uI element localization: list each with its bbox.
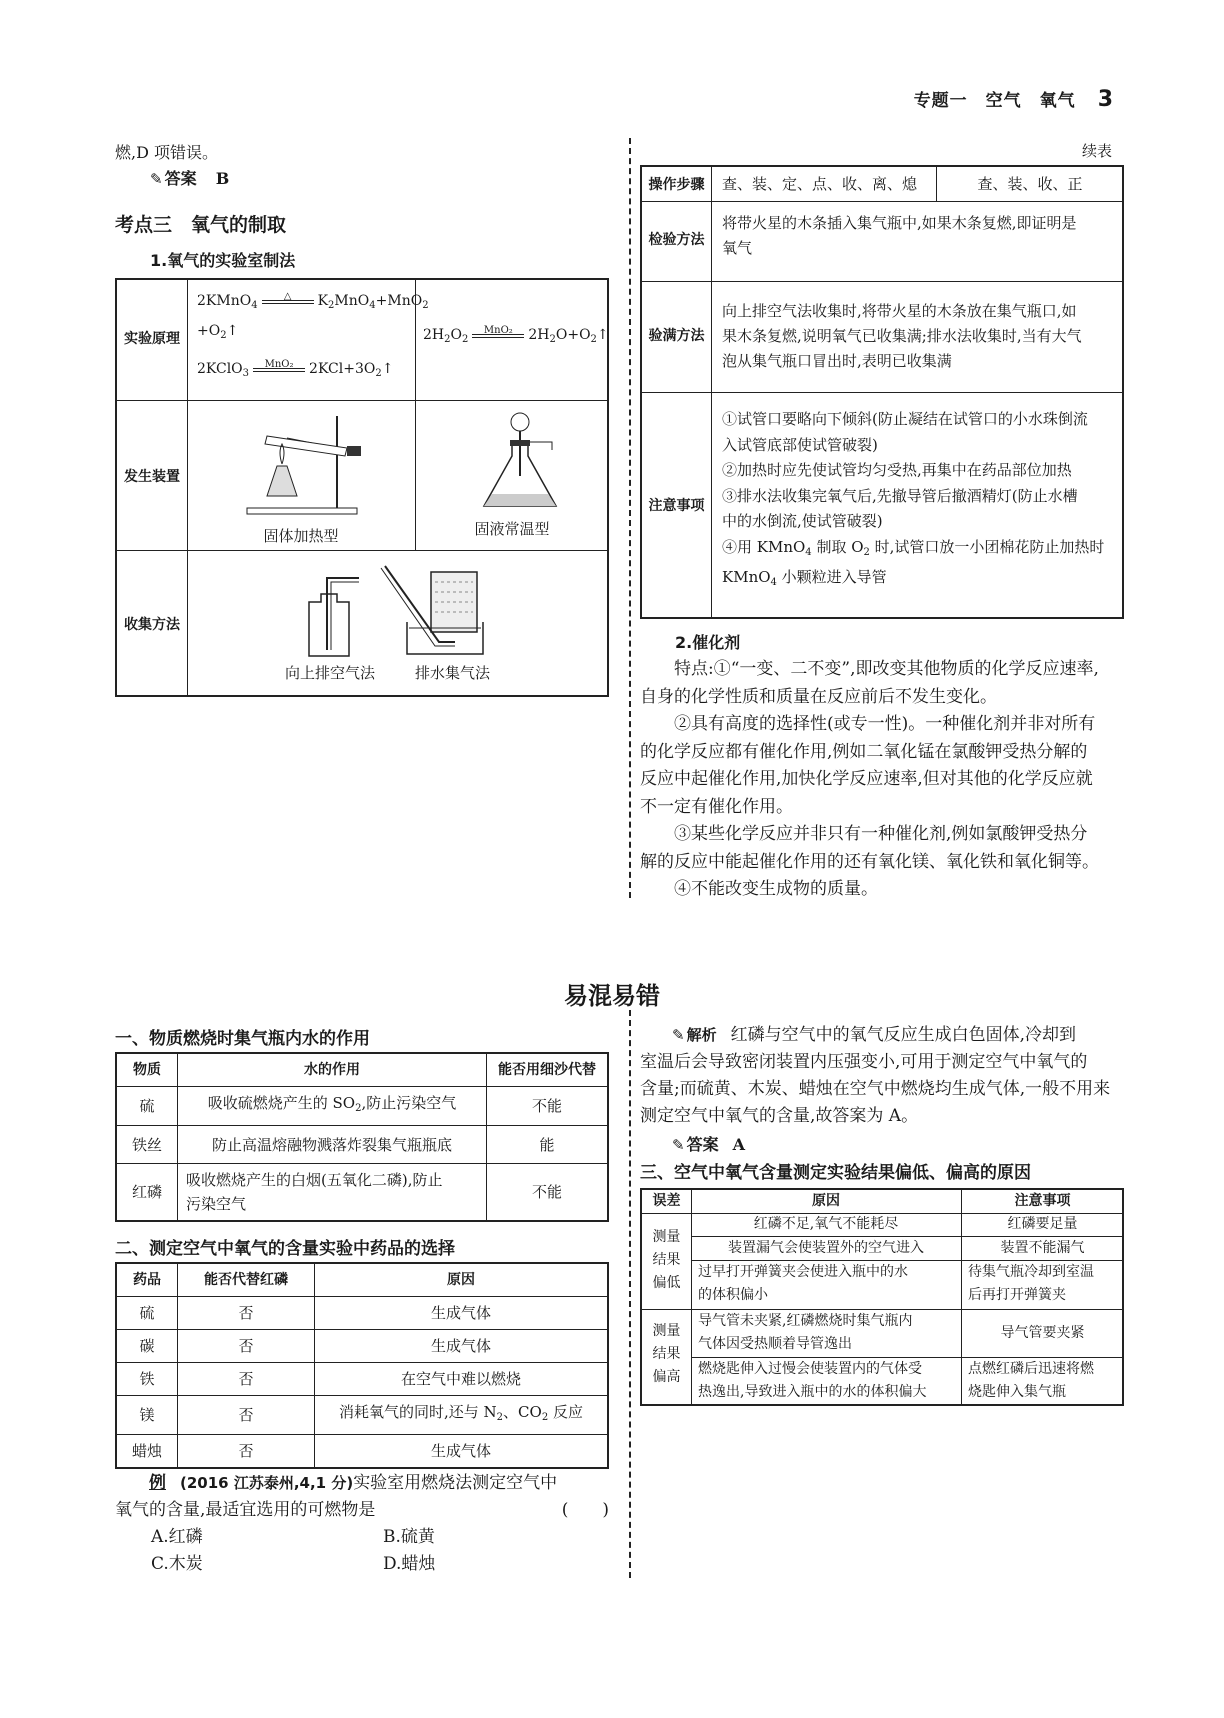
t1-h0: 物质 — [116, 1053, 178, 1087]
row-label-test: 检验方法 — [648, 232, 705, 248]
t2-r3-c: 消耗氧气的同时,还与 $N_2$、$CO_2$ 反应 — [315, 1396, 609, 1435]
t2-r2-c: 在空气中难以燃烧 — [315, 1363, 609, 1396]
row-label-collect: 收集方法 — [124, 617, 180, 633]
operation-table — [640, 165, 1124, 619]
t3-low-n0: 红磷要足量 — [1007, 1216, 1078, 1232]
t2-r4-a: 蜡烛 — [116, 1435, 178, 1469]
column-divider-bottom — [629, 1010, 631, 1578]
t1-h1: 水的作用 — [178, 1053, 487, 1087]
answer-icon: ✎ — [150, 170, 163, 188]
t3-h1: 原因 — [812, 1193, 840, 1209]
row-label-device: 发生装置 — [124, 469, 180, 485]
catalyst-text: 特点:①“一变、二不变”,即改变其他物质的化学反应速率, 自身的化学性质和质量在反应前后不发生变化。 ②具有高度的选择性(或专一性)。一种催化剂并非对所有 的化学反应都有催化作用,例如二氧化锰在氯酸钾受热分解的 反应中起催化作用,加快化学反应速率,但对其他的化学反应就 不一定有催化作用。 ③某些化学反应并非只有一种催化剂,例如氯酸钾受热分 解的反应中能起催化作用的还有氧化镁、氧化铁和氧化铜等。 ④不能改变生成物的质量。 — [640, 659, 1099, 899]
example-question: 例 (2016 江苏泰州,4,1 分)实验室用燃烧法测定空气中 氧气的含量,最适宜选用的可燃物是 ( ) A.红磷 B.硫黄 C.木炭 D.蜡烛 — [115, 1470, 615, 1578]
row-label-principle: 实验原理 — [124, 331, 180, 347]
reagent-table — [115, 1262, 609, 1469]
carry-line: 燃,D 项错误。 — [115, 143, 219, 162]
t2-r0-c: 生成气体 — [315, 1297, 609, 1330]
water-role-table — [115, 1052, 609, 1222]
equation-kmno4: 2KMnO$_4$ △ $K_2MnO_4+MnO_2$ — [197, 291, 429, 311]
answer-value: B — [215, 169, 230, 188]
continued-label: 续表 — [1082, 142, 1113, 160]
t1-r1-c: 能 — [487, 1126, 609, 1164]
t1-r0-c: 不能 — [487, 1087, 609, 1126]
t1-h2: 能否用细沙代替 — [487, 1053, 609, 1087]
full-method: 向上排空气法收集时,将带火星的木条放在集气瓶口,如 果木条复燃,说明氧气已收集满;排水法收集时,当有大气 泡从集气瓶口冒出时,表明已收集满 — [722, 302, 1082, 370]
option-a: A.红磷 — [151, 1527, 203, 1547]
t3-h2: 注意事项 — [1014, 1193, 1071, 1209]
t2-r3-a: 镁 — [116, 1396, 178, 1435]
device1-caption: 固体加热型 — [263, 527, 339, 545]
t2-r2-a: 铁 — [116, 1363, 178, 1396]
answer-line-1 — [150, 166, 229, 192]
steps-heating: 查、装、定、点、收、离、熄 — [722, 175, 918, 193]
answer-icon-2: ✎ — [672, 1136, 685, 1154]
t2-r3-b: 否 — [178, 1396, 315, 1435]
error-table — [640, 1188, 1124, 1406]
collect2-caption: 排水集气法 — [415, 664, 491, 682]
device2-caption: 固液常温型 — [474, 520, 550, 538]
low-label: 测量 结果 偏低 — [652, 1229, 681, 1291]
header-title: 专题一 空气 氧气 — [913, 91, 1076, 111]
lab-method-table — [115, 278, 609, 697]
t2-r0-b: 否 — [178, 1297, 315, 1330]
t2-r4-b: 否 — [178, 1435, 315, 1469]
t1-r0-b: 吸收硫燃烧产生的 $SO_2$,防止污染空气 — [178, 1087, 487, 1126]
sec3-title: 三、空气中氧气含量测定实验结果偏低、偏高的原因 — [640, 1163, 1031, 1183]
t3-low-r2: 过早打开弹簧夹会使进入瓶中的水 的体积偏小 — [698, 1264, 908, 1303]
water-displacement-diagram — [377, 562, 487, 662]
row-label-notes: 注意事项 — [648, 498, 705, 514]
t2-r1-b: 否 — [178, 1330, 315, 1363]
notes: ①试管口要略向下倾斜(防止凝结在试管口的小水珠倒流 入试管底部使试管破裂) ②加热时应先使试管均匀受热,再集中在药品部位加热 ③排水法收集完氧气后,先撤导管后撤酒精灯(防止水槽 中的水倒流,使试管破裂) ④用 KMnO$_4$ 制取 $O_2$ 时,试管口放一小团棉花防止加热时 KMnO$_4$ 小颗粒进入导管 — [722, 410, 1105, 588]
t1-r2-c: 不能 — [487, 1164, 609, 1222]
t3-low-r1: 装置漏气会使装置外的空气进入 — [728, 1240, 924, 1256]
catalyst-title: 2.催化剂 — [675, 633, 741, 652]
equation-kmno4-cont: $+O_2↑$ — [197, 323, 239, 341]
t3-high-n0: 导气管要夹紧 — [1000, 1325, 1085, 1341]
t3-high-r1: 燃烧匙伸入过慢会使装置内的气体受 热逸出,导致进入瓶中的水的体积偏大 — [698, 1361, 927, 1400]
high-label: 测量 结果 偏高 — [652, 1323, 681, 1385]
row-label-steps: 操作步骤 — [648, 177, 705, 193]
option-c: C.木炭 — [151, 1554, 203, 1574]
t2-h0: 药品 — [116, 1263, 178, 1297]
t2-r2-b: 否 — [178, 1363, 315, 1396]
t1-r0-a: 硫 — [116, 1087, 178, 1126]
solid-heating-apparatus-diagram — [237, 406, 387, 516]
t1-r2-a: 红磷 — [116, 1164, 178, 1222]
solid-liquid-apparatus-diagram — [472, 406, 572, 516]
t3-low-r0: 红磷不足,氧气不能耗尽 — [753, 1216, 899, 1232]
t3-low-n2: 待集气瓶冷却到室温 后再打开弹簧夹 — [968, 1264, 1094, 1303]
section-title-confusing: 易混易错 — [564, 982, 660, 1010]
page-number: 3 — [1097, 87, 1114, 112]
t1-r1-a: 铁丝 — [116, 1126, 178, 1164]
t3-high-r0: 导气管未夹紧,红磷燃烧时集气瓶内 气体因受热顺着导管逸出 — [698, 1313, 913, 1352]
test-method: 将带火星的木条插入集气瓶中,如果木条复燃,即证明是 氧气 — [722, 214, 1077, 257]
collect1-caption: 向上排空气法 — [285, 664, 376, 682]
answer-line-2: ✎ 答案 A — [672, 1132, 745, 1158]
t2-r1-a: 碳 — [116, 1330, 178, 1363]
sec2-title: 二、测定空气中氧气的含量实验中药品的选择 — [115, 1239, 455, 1259]
t2-h1: 能否代替红磷 — [178, 1263, 315, 1297]
row-label-full: 验满方法 — [648, 328, 705, 344]
t3-low-n1: 装置不能漏气 — [1000, 1240, 1085, 1256]
page-header — [914, 86, 1114, 112]
t3-high-n1: 点燃红磷后迅速将燃 烧匙伸入集气瓶 — [968, 1361, 1094, 1400]
t1-r1-b: 防止高温熔融物溅落炸裂集气瓶瓶底 — [178, 1126, 487, 1164]
equation-h2o2: $2H_2O_2$ MnO₂ $2H_2O+O_2↑$ — [423, 325, 609, 345]
section-title-3: 考点三 氧气的制取 — [115, 214, 287, 236]
answer-label: 答案 — [164, 169, 197, 188]
t2-r0-a: 硫 — [116, 1297, 178, 1330]
t2-r4-c: 生成气体 — [315, 1435, 609, 1469]
analysis: ✎ 解析 红磷与空气中的氧气反应生成白色固体,冷却到 室温后会导致密闭装置内压强变小,可用于测定空气中氧气的 含量;而硫黄、木炭、蜡烛在空气中燃烧均生成气体,一般不用来 测定空气中氧气的含量,故答案为 A。 — [640, 1022, 1126, 1130]
steps-normal: 查、装、收、正 — [977, 175, 1083, 193]
analysis-icon: ✎ — [672, 1026, 685, 1044]
subsection-title: 1.氧气的实验室制法 — [150, 251, 296, 270]
equation-kclo3: 2KClO$_3$ MnO₂ $2KCl+3O_2↑$ — [197, 359, 394, 379]
option-b: B.硫黄 — [383, 1527, 435, 1547]
t1-r2-b: 吸收燃烧产生的白烟(五氧化二磷),防止 污染空气 — [178, 1164, 487, 1222]
option-d: D.蜡烛 — [383, 1554, 436, 1574]
column-divider-top — [629, 138, 631, 898]
t2-h2: 原因 — [315, 1263, 609, 1297]
upward-air-displacement-diagram — [297, 570, 367, 660]
t2-r1-c: 生成气体 — [315, 1330, 609, 1363]
t3-h0: 误差 — [652, 1193, 681, 1209]
sec1-title: 一、物质燃烧时集气瓶内水的作用 — [115, 1029, 370, 1049]
